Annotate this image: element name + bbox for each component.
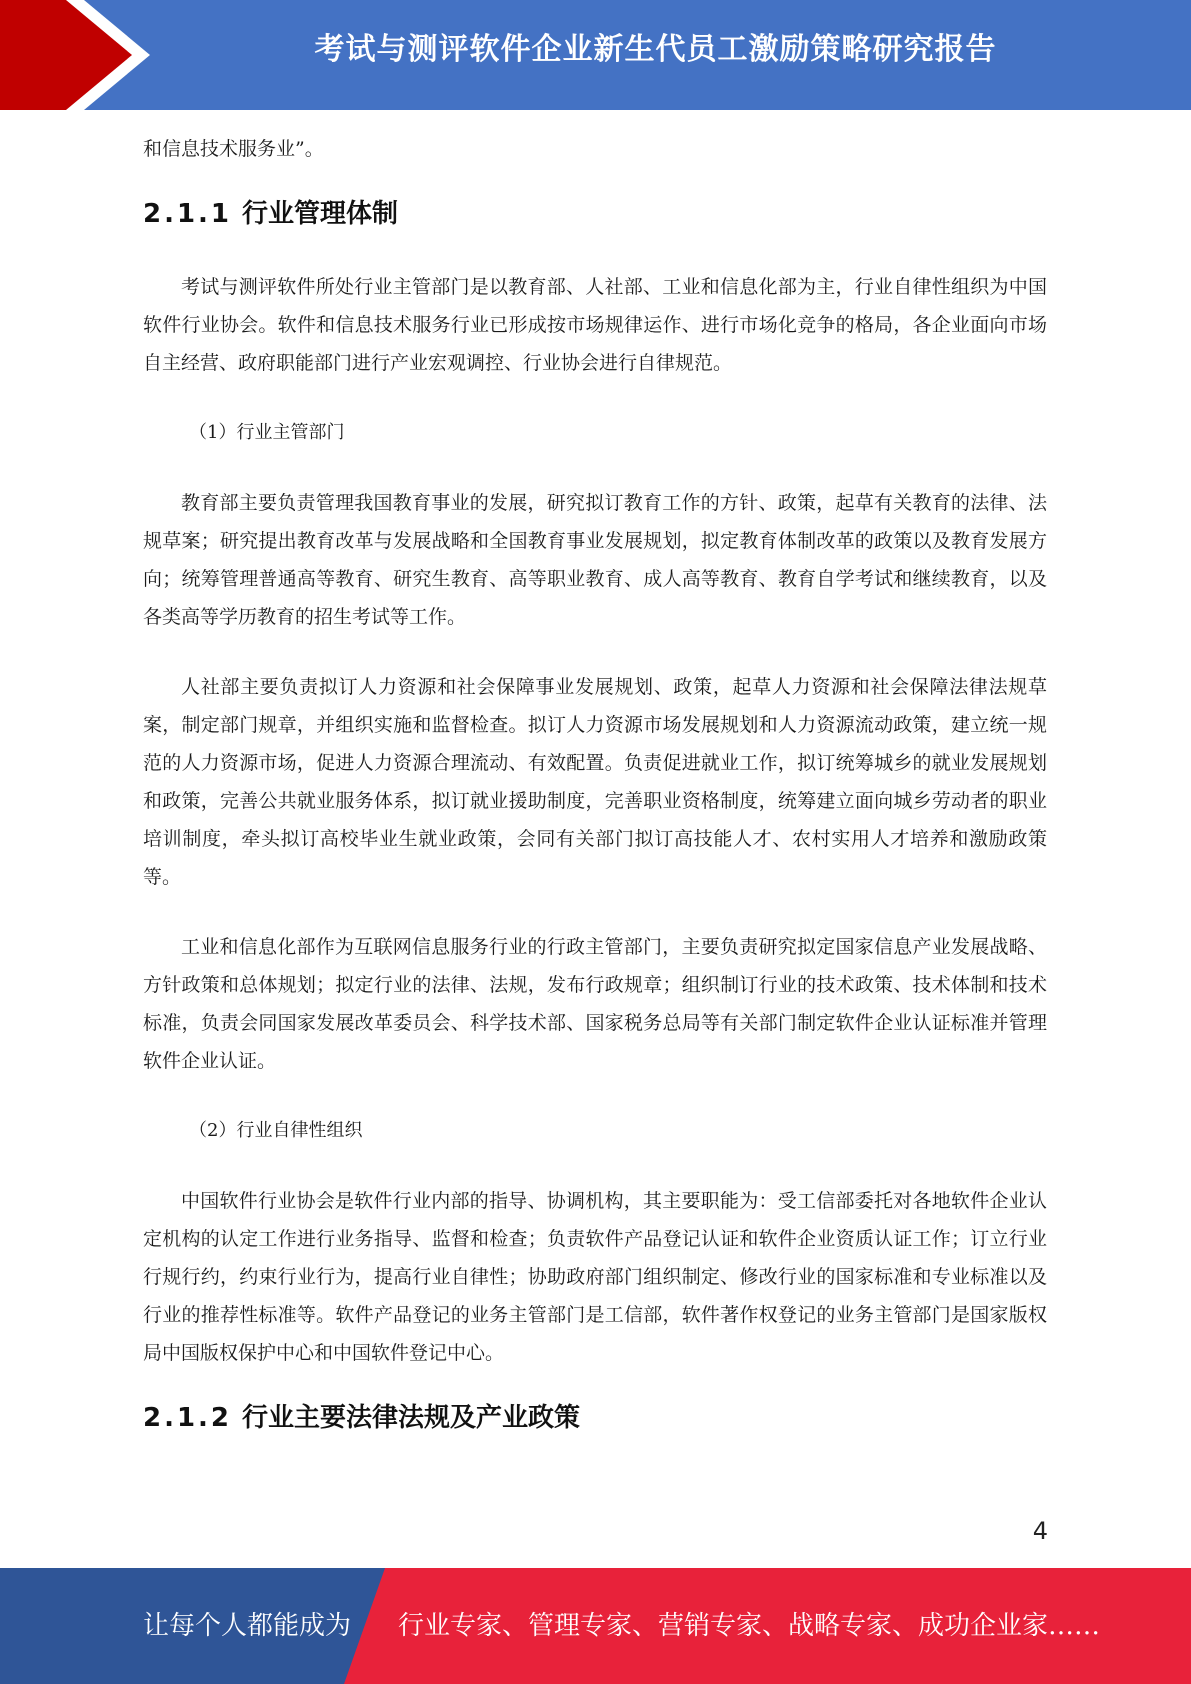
list-item-self-regulatory-org: （2）行业自律性组织 <box>189 1120 363 1141</box>
section-title: 行业管理体制 <box>242 199 399 229</box>
page-header <box>0 0 1191 110</box>
section-number: 2.1.1 <box>143 199 233 229</box>
chevron-arrow-icon <box>0 0 150 110</box>
paragraph-ministry-of-human-resources: 人社部主要负责拟订人力资源和社会保障事业发展规划、政策，起草人力资源和社会保障法律法规草案，制定部门规章，并组织实施和监督检查。拟订人力资源市场发展规划和人力资源流动政策，建立统一规范的人力资源市场，促进人力资源合理流动、有效配置。负责促进就业工作，拟订统筹城乡的就业发展规划和政策，完善公共就业服务体系，拟订就业援助制度，完善职业资格制度，统筹建立面向城乡劳动者的职业培训制度，牵头拟订高校毕业生就业政策，会同有关部门拟订高技能人才、农村实用人才培养和激励政策等。 <box>143 676 1047 888</box>
report-title: 考试与测评软件企业新生代员工激励策略研究报告 <box>314 32 997 67</box>
document-body <box>143 130 1047 1438</box>
paragraph-industry-management: 考试与测评软件所处行业主管部门是以教育部、人社部、工业和信息化部为主，行业自律性组织为中国软件行业协会。软件和信息技术服务行业已形成按市场规律运作、进行市场化竞争的格局，各企业面向市场自主经营、政府职能部门进行产业宏观调控、行业协会进行自律规范。 <box>143 276 1047 374</box>
page-footer <box>0 1568 1191 1684</box>
paragraph-ministry-of-education: 教育部主要负责管理我国教育事业的发展，研究拟订教育工作的方针、政策，起草有关教育的法律、法规草案；研究提出教育改革与发展战略和全国教育事业发展规划，拟定教育体制改革的政策以及教育发展方向；统筹管理普通高等教育、研究生教育、高等职业教育、成人高等教育、教育自学考试和继续教育，以及各类高等学历教育的招生考试等工作。 <box>143 492 1047 628</box>
paragraph-miit: 工业和信息化部作为互联网信息服务行业的行政主管部门，主要负责研究拟定国家信息产业发展战略、方针政策和总体规划；拟定行业的法律、法规，发布行政规章；组织制订行业的技术政策、技术体制和技术标准，负责会同国家发展改革委员会、科学技术部、国家税务总局等有关部门制定软件企业认证标准并管理软件企业认证。 <box>143 936 1047 1072</box>
paragraph-software-industry-association: 中国软件行业协会是软件行业内部的指导、协调机构，其主要职能为：受工信部委托对各地软件企业认定机构的认定工作进行业务指导、监督和检查；负责软件产品登记认证和软件企业资质认证工作；订立行业行规行约，约束行业行为，提高行业自律性；协助政府部门组织制定、修改行业的国家标准和专业标准以及行业的推荐性标准等。软件产品登记的业务主管部门是工信部，软件著作权登记的业务主管部门是国家版权局中国版权保护中心和中国软件登记中心。 <box>143 1190 1047 1364</box>
page-number: 4 <box>1032 1517 1048 1545</box>
list-item-competent-department: （1）行业主管部门 <box>189 422 345 443</box>
footer-slogan-left: 让每个人都能成为 <box>143 1611 352 1641</box>
section-heading-2-1-2 <box>143 1398 1047 1438</box>
section-number: 2.1.2 <box>143 1403 233 1433</box>
footer-slogan-right: 行业专家、管理专家、营销专家、战略专家、成功企业家…… <box>398 1611 1101 1641</box>
section-heading-2-1-1 <box>143 194 1047 234</box>
section-title: 行业主要法律法规及产业政策 <box>242 1403 581 1433</box>
lead-fragment: 和信息技术服务业”。 <box>143 138 324 160</box>
